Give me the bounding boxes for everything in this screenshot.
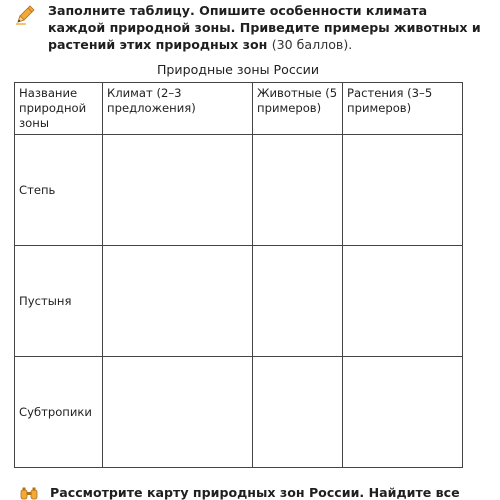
task-points: (30 баллов). (271, 37, 353, 52)
plants-cell[interactable] (343, 246, 463, 357)
zone-name-cell: Субтропики (15, 357, 103, 468)
table-header-row (15, 83, 463, 135)
next-task-text: Рассмотрите карту природных зон России. Найдите все (50, 485, 460, 500)
header-zone-name: Название природной зоны (15, 83, 103, 135)
zones-table (14, 82, 463, 468)
binoculars-icon (20, 487, 38, 500)
climate-cell[interactable] (103, 246, 253, 357)
table-row (15, 357, 463, 468)
animals-cell[interactable] (253, 246, 343, 357)
climate-cell[interactable] (103, 357, 253, 468)
table-title: Природные зоны России (156, 62, 320, 77)
header-plants: Растения (3–5 примеров) (343, 83, 463, 135)
header-climate: Климат (2–3 предложения) (103, 83, 253, 135)
plants-cell[interactable] (343, 135, 463, 246)
animals-cell[interactable] (253, 135, 343, 246)
zone-name-cell: Степь (15, 135, 103, 246)
next-task (14, 485, 494, 500)
table-row (15, 135, 463, 246)
climate-cell[interactable] (103, 135, 253, 246)
task-instruction (48, 2, 488, 53)
zone-name-cell: Пустыня (15, 246, 103, 357)
table-row (15, 246, 463, 357)
header-animals: Животные (5 примеров) (253, 83, 343, 135)
plants-cell[interactable] (343, 357, 463, 468)
animals-cell[interactable] (253, 357, 343, 468)
pencil-icon (14, 4, 36, 26)
task-instruction-text: Заполните таблицу. Опишите особенности климата каждой природной зоны. Приведите примеры животных и растений этих природных зон (48, 3, 481, 52)
